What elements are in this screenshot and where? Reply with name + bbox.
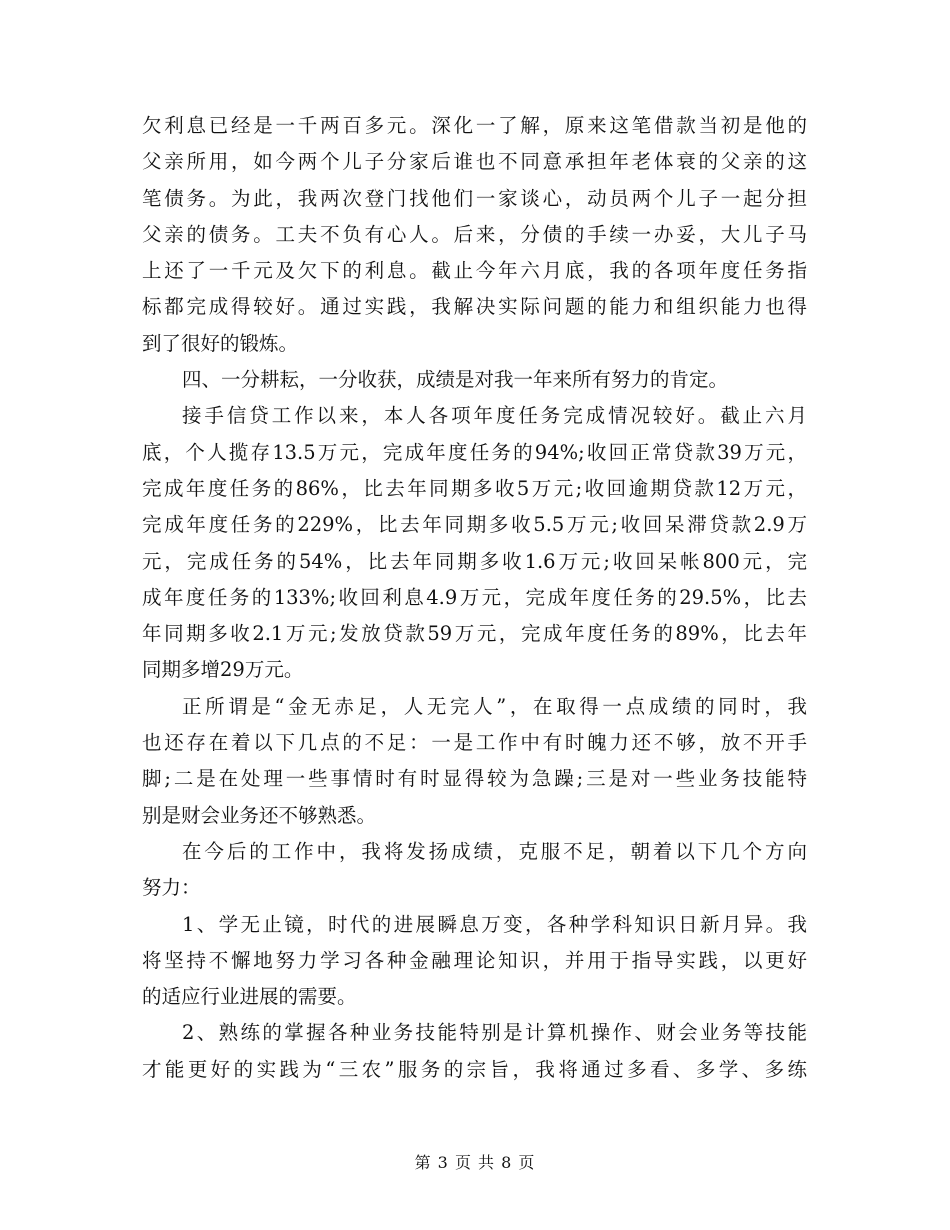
text-line: 2、熟练的掌握各种业务技能特别是计算机操作、财会业务等技能	[182, 1021, 807, 1045]
text-line: 的适应行业进展的需要。	[142, 985, 357, 1009]
text-line: 底，个人揽存13.5万元，完成年度任务的94%;收回正常贷款39万元，	[142, 440, 807, 464]
text-line: 别是财会业务还不够熟悉。	[142, 803, 377, 827]
text-line: 在今后的工作中，我将发扬成绩，克服不足，朝着以下几个方向	[182, 839, 807, 863]
text-line: 父亲的债务。工夫不负有心人。后来，分债的手续一办妥，大儿子马	[142, 222, 807, 246]
text-line: 到了很好的锻炼。	[142, 331, 299, 355]
page-footer: 第 3 页 共 8 页	[414, 1153, 536, 1172]
text-line: 父亲所用，如今两个儿子分家后谁也不同意承担年老体衰的父亲的这	[142, 150, 807, 174]
text-line: 完成年度任务的229%，比去年同期多收5.5万元;收回呆滞贷款2.9万	[142, 513, 807, 537]
text-line: 标都完成得较好。通过实践，我解决实际问题的能力和组织能力也得	[142, 295, 807, 319]
text-line: 1、学无止镜，时代的进展瞬息万变，各种学科知识日新月异。我	[182, 912, 807, 936]
text-line: 脚;二是在处理一些事情时有时显得较为急躁;三是对一些业务技能特	[142, 767, 807, 791]
text-line: 元，完成任务的54%，比去年同期多收1.6万元;收回呆帐800元，完	[142, 549, 807, 573]
text-line: 接手信贷工作以来，本人各项年度任务完成情况较好。截止六月	[182, 404, 807, 428]
text-line: 欠利息已经是一千两百多元。深化一了解，原来这笔借款当初是他的	[142, 114, 807, 137]
text-line: 四、一分耕耘，一分收获，成绩是对我一年来所有努力的肯定。	[182, 368, 729, 392]
text-line: 将坚持不懈地努力学习各种金融理论知识，并用于指导实践，以更好	[142, 948, 807, 972]
text-line: 年同期多收2.1万元;发放贷款59万元，完成年度任务的89%，比去年	[142, 622, 807, 646]
text-line: 正所谓是“金无赤足，人无完人”，在取得一点成绩的同时，我	[182, 694, 807, 718]
text-line: 才能更好的实践为“三农”服务的宗旨，我将通过多看、多学、多练	[142, 1057, 807, 1081]
text-line: 笔债务。为此，我两次登门找他们一家谈心，动员两个儿子一起分担	[142, 186, 807, 210]
text-line: 同期多增29万元。	[142, 658, 304, 682]
text-line: 完成年度任务的86%，比去年同期多收5万元;收回逾期贷款12万元，	[142, 476, 807, 500]
document-body	[142, 108, 807, 1088]
text-line: 上还了一千元及欠下的利息。截止今年六月底，我的各项年度任务指	[142, 259, 807, 283]
text-line: 努力：	[142, 876, 201, 900]
text-line: 成年度任务的133%;收回利息4.9万元，完成年度任务的29.5%，比去	[142, 585, 807, 609]
text-line: 也还存在着以下几点的不足：一是工作中有时魄力还不够，放不开手	[142, 731, 807, 755]
